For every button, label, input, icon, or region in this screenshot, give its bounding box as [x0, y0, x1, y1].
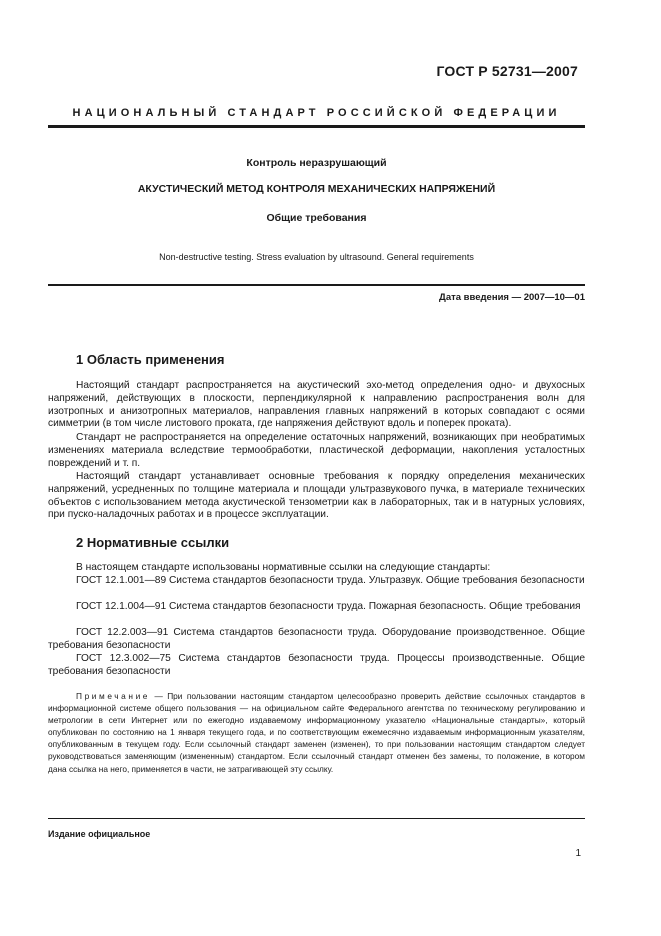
section-1-paragraph: Стандарт не распространяется на определение остаточных напряжений, возникающих при необратимых изменениях материала вследствие термообработки, пластической деформации, накопления усталостных повреждений и т. п.	[48, 432, 585, 469]
page-number: 1	[575, 848, 581, 859]
normative-reference: ГОСТ 12.1.001—89 Система стандартов безопасности труда. Ультразвук. Общие требования безопасности	[76, 575, 585, 586]
note-text: — При пользовании настоящим стандартом целесообразно проверить действие ссылочных стандартов в информационной системе общего пользования — на официальном сайте Федерального агентства по техническому регулированию и метрологии в сети Интернет или по ежегодно издаваемому информационному указателю «Национальные стандарты», который опубликован по состоянию на 1 января текущего года, и по соответствующим ежемесячно издаваемым информационным указателям, опубликованным в текущем году. Если ссылочный стандарт заменен (изменен), то при пользовании настоящим стандартом следует руководствоваться заменяющим (измененным) стандартом. Если ссылочный стандарт отменен без замены, то положение, в котором дана ссылка на него, применяется в части, не затрагивающей эту ссылку.	[48, 691, 585, 774]
edition-label: Издание официальное	[48, 829, 151, 839]
national-standard-heading: НАЦИОНАЛЬНЫЙ СТАНДАРТ РОССИЙСКОЙ ФЕДЕРАЦИИ	[72, 107, 561, 119]
note-label: Примечание	[76, 691, 151, 701]
bottom-rule	[48, 818, 585, 819]
standard-number: ГОСТ Р 52731—2007	[436, 63, 578, 79]
section-2-intro: В настоящем стандарте использованы нормативные ссылки на следующие стандарты:	[76, 562, 491, 573]
normative-reference: ГОСТ 12.2.003—91 Система стандартов безопасности труда. Оборудование производственное. Общие требования безопасности	[48, 627, 585, 651]
introduction-date: Дата введения — 2007—10—01	[439, 292, 585, 303]
section-2-heading: 2 Нормативные ссылки	[76, 535, 230, 550]
section-1-heading: 1 Область применения	[76, 352, 225, 367]
section-1-paragraph: Настоящий стандарт устанавливает основные требования к порядку определения механических напряжений, усредненных по толщине материала и площади ультразвукового пучка, в материале технических объектов с использованием метода акустической тензометрии как в лабораторных, так и в натурных условиях, при пуско-наладочных работах и в процессе эксплуатации.	[48, 471, 585, 521]
section-1-paragraph: Настоящий стандарт распространяется на акустический эхо-метод определения одно- и двухосных напряжений, действующих в плоскости, перпендикулярной к направлению распространения волн для изотропных и анизотропных материалов, направления главных напряжений в которых совпадают с осями симметрии (в том числе листового проката, где напряжения действуют вдоль и поперек проката).	[48, 380, 585, 430]
document-subtitle: Общие требования	[266, 212, 367, 224]
note-paragraph	[48, 690, 585, 775]
normative-reference: ГОСТ 12.3.002—75 Система стандартов безопасности труда. Процессы производственные. Общие требования безопасности	[48, 653, 585, 677]
english-title: Non-destructive testing. Stress evaluation by ultrasound. General requirements	[159, 252, 474, 262]
document-title: АКУСТИЧЕСКИЙ МЕТОД КОНТРОЛЯ МЕХАНИЧЕСКИХ НАПРЯЖЕНИЙ	[137, 183, 496, 195]
top-rule	[48, 125, 585, 128]
middle-rule	[48, 284, 585, 286]
normative-reference: ГОСТ 12.1.004—91 Система стандартов безопасности труда. Пожарная безопасность. Общие требования	[76, 601, 581, 612]
document-subject: Контроль неразрушающий	[246, 157, 387, 169]
